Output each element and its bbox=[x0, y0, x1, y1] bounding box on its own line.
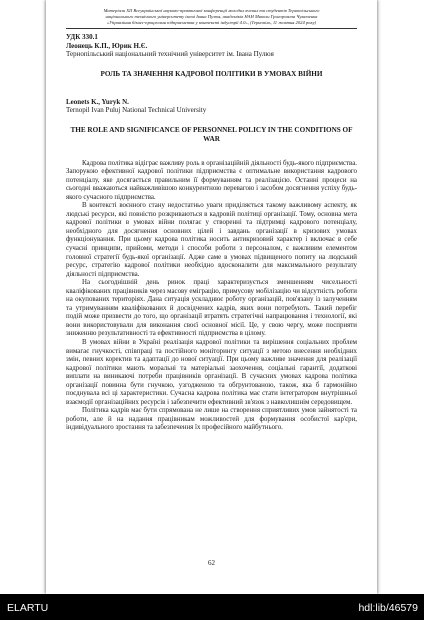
authors-en: Leonets K., Yuryk N. bbox=[66, 97, 129, 106]
paragraph: В контексті воєнного стану недостатньо уваги приділяється такому важливому аспекту, як людські ресурси, які повністю розкриваються в кадровій політиці організації. Тому, основна мета кадрової політики в умовах війни полягає у створенні та підтримці кадрового потенціалу, необхідного для досягнення основних цілей і завдань організації в кризових умовах функціонування. При цьому кадрова політика носить антикризовий характер і включає в себе сучасні принципи, прийоми, методи і способи роботи з персоналом, є важливим елементом головної стратегії будь-якої організації. Адже саме в умовах підвищеного попиту на людський ресурс, стратегію кадрової політики необхідно вдосконалити для максимального результату діяльності підприємства. bbox=[66, 202, 357, 278]
page-number: 62 bbox=[208, 559, 215, 567]
paragraph: Політика кадрів має бути спрямована не лише на створення сприятливих умов зайнятості та роботи, але й на надання працівникам можливостей для формування особистої кар'єри, індивідуального зростання та забезпечення їх професійного майбутнього. bbox=[66, 407, 357, 432]
udc-code: УДК 330.1 bbox=[66, 33, 98, 41]
header-line: національного технічного університету імені Івана Пулюя, академіків НАН Миколи Григоровича Чумаченка bbox=[105, 14, 318, 19]
paragraph: Кадрова політика відіграє важливу роль в організаційній діяльності будь-якого підприємства. Запорукою ефективної кадрової політики підприємства є оптимальне використання кадрового потенціалу, яке досягається правильним її формуванням та реалізацією. Останні процеси на сьогодні вважаються найважливішою конкурентною перевагою і засобом досягнення успіху будь-якого сучасного підприємства. bbox=[66, 159, 357, 201]
header-line: «Управління бізнес-процесами підприємства у контексті індустрії 4.0», (Тернопіль, 11 жовтня 2024 року) bbox=[106, 20, 317, 25]
affiliation-en: Ternopil Ivan Puluj National Technical University bbox=[66, 106, 207, 114]
authors-ua: Леонець К.П., Юрик Н.Є. bbox=[66, 41, 148, 50]
affiliation-ua: Тернопільський національний технічний університет ім. Івана Пулюя bbox=[66, 50, 274, 58]
title-en: THE ROLE AND SIGNIFICANCE OF PERSONNEL POLICY IN THE CONDITIONS OF WAR bbox=[70, 125, 353, 143]
document-page bbox=[46, 0, 377, 594]
header-line: Матеріали XII Всеукраїнської науково-практичної конференції молодих вчених та студентів Тернопільського bbox=[103, 8, 320, 13]
paragraph: На сьогоднішній день ринок праці характеризується зменшенням чисельності кваліфікованих працівників через масову еміграцію, примусову мобілізацію чи відсутність роботи на окупованих територіях. Дана ситуація ускладнює роботу організацій, пов'язану із залученням та утримуванням кваліфікованих й досвідчених кадрів, яких вони потребують. Такий перебіг подій може призвести до того, що організації втратять стратегічні напрацювання і технології, які вони використовували для виконання своєї основної місії. Це, у свою чергу, може посприяти зниженню результативності та ефективності підприємства в цілому. bbox=[66, 279, 357, 338]
body-text bbox=[66, 160, 357, 434]
footer-bar bbox=[0, 594, 424, 620]
repository-name: ELARTU bbox=[7, 602, 49, 614]
handle-id: hdl:lib/46579 bbox=[358, 602, 418, 614]
paragraph: В умовах війни в Україні реалізація кадрової політики та вирішення соціальних проблем вимагає гнучкості, співпраці та постійного моніторингу ситуації з метою внесення необхідних змін, певних коректив та адаптації до нової ситуації. При цьому важливе значення для реалізації кадрової політики мають моральні та матеріальні заохочення, соціальні гарантії, додаткові виплати на виникаючі потреби працівників організації. В сучасних умовах кадрова політика організації повинна бути гнучкою, узгодженою та обґрунтованою, також, яка б гармонійно поєднувала всі ці характеристики. Сучасна кадрова політика має стати інтегратором внутрішньої взаємодії організаційних ресурсів і забезпечити ефективний зв'язок з навколишнім середовищем. bbox=[66, 338, 357, 406]
conference-header bbox=[66, 8, 357, 29]
title-ua: РОЛЬ ТА ЗНАЧЕННЯ КАДРОВОЇ ПОЛІТИКИ В УМОВАХ ВІЙНИ bbox=[100, 69, 323, 78]
